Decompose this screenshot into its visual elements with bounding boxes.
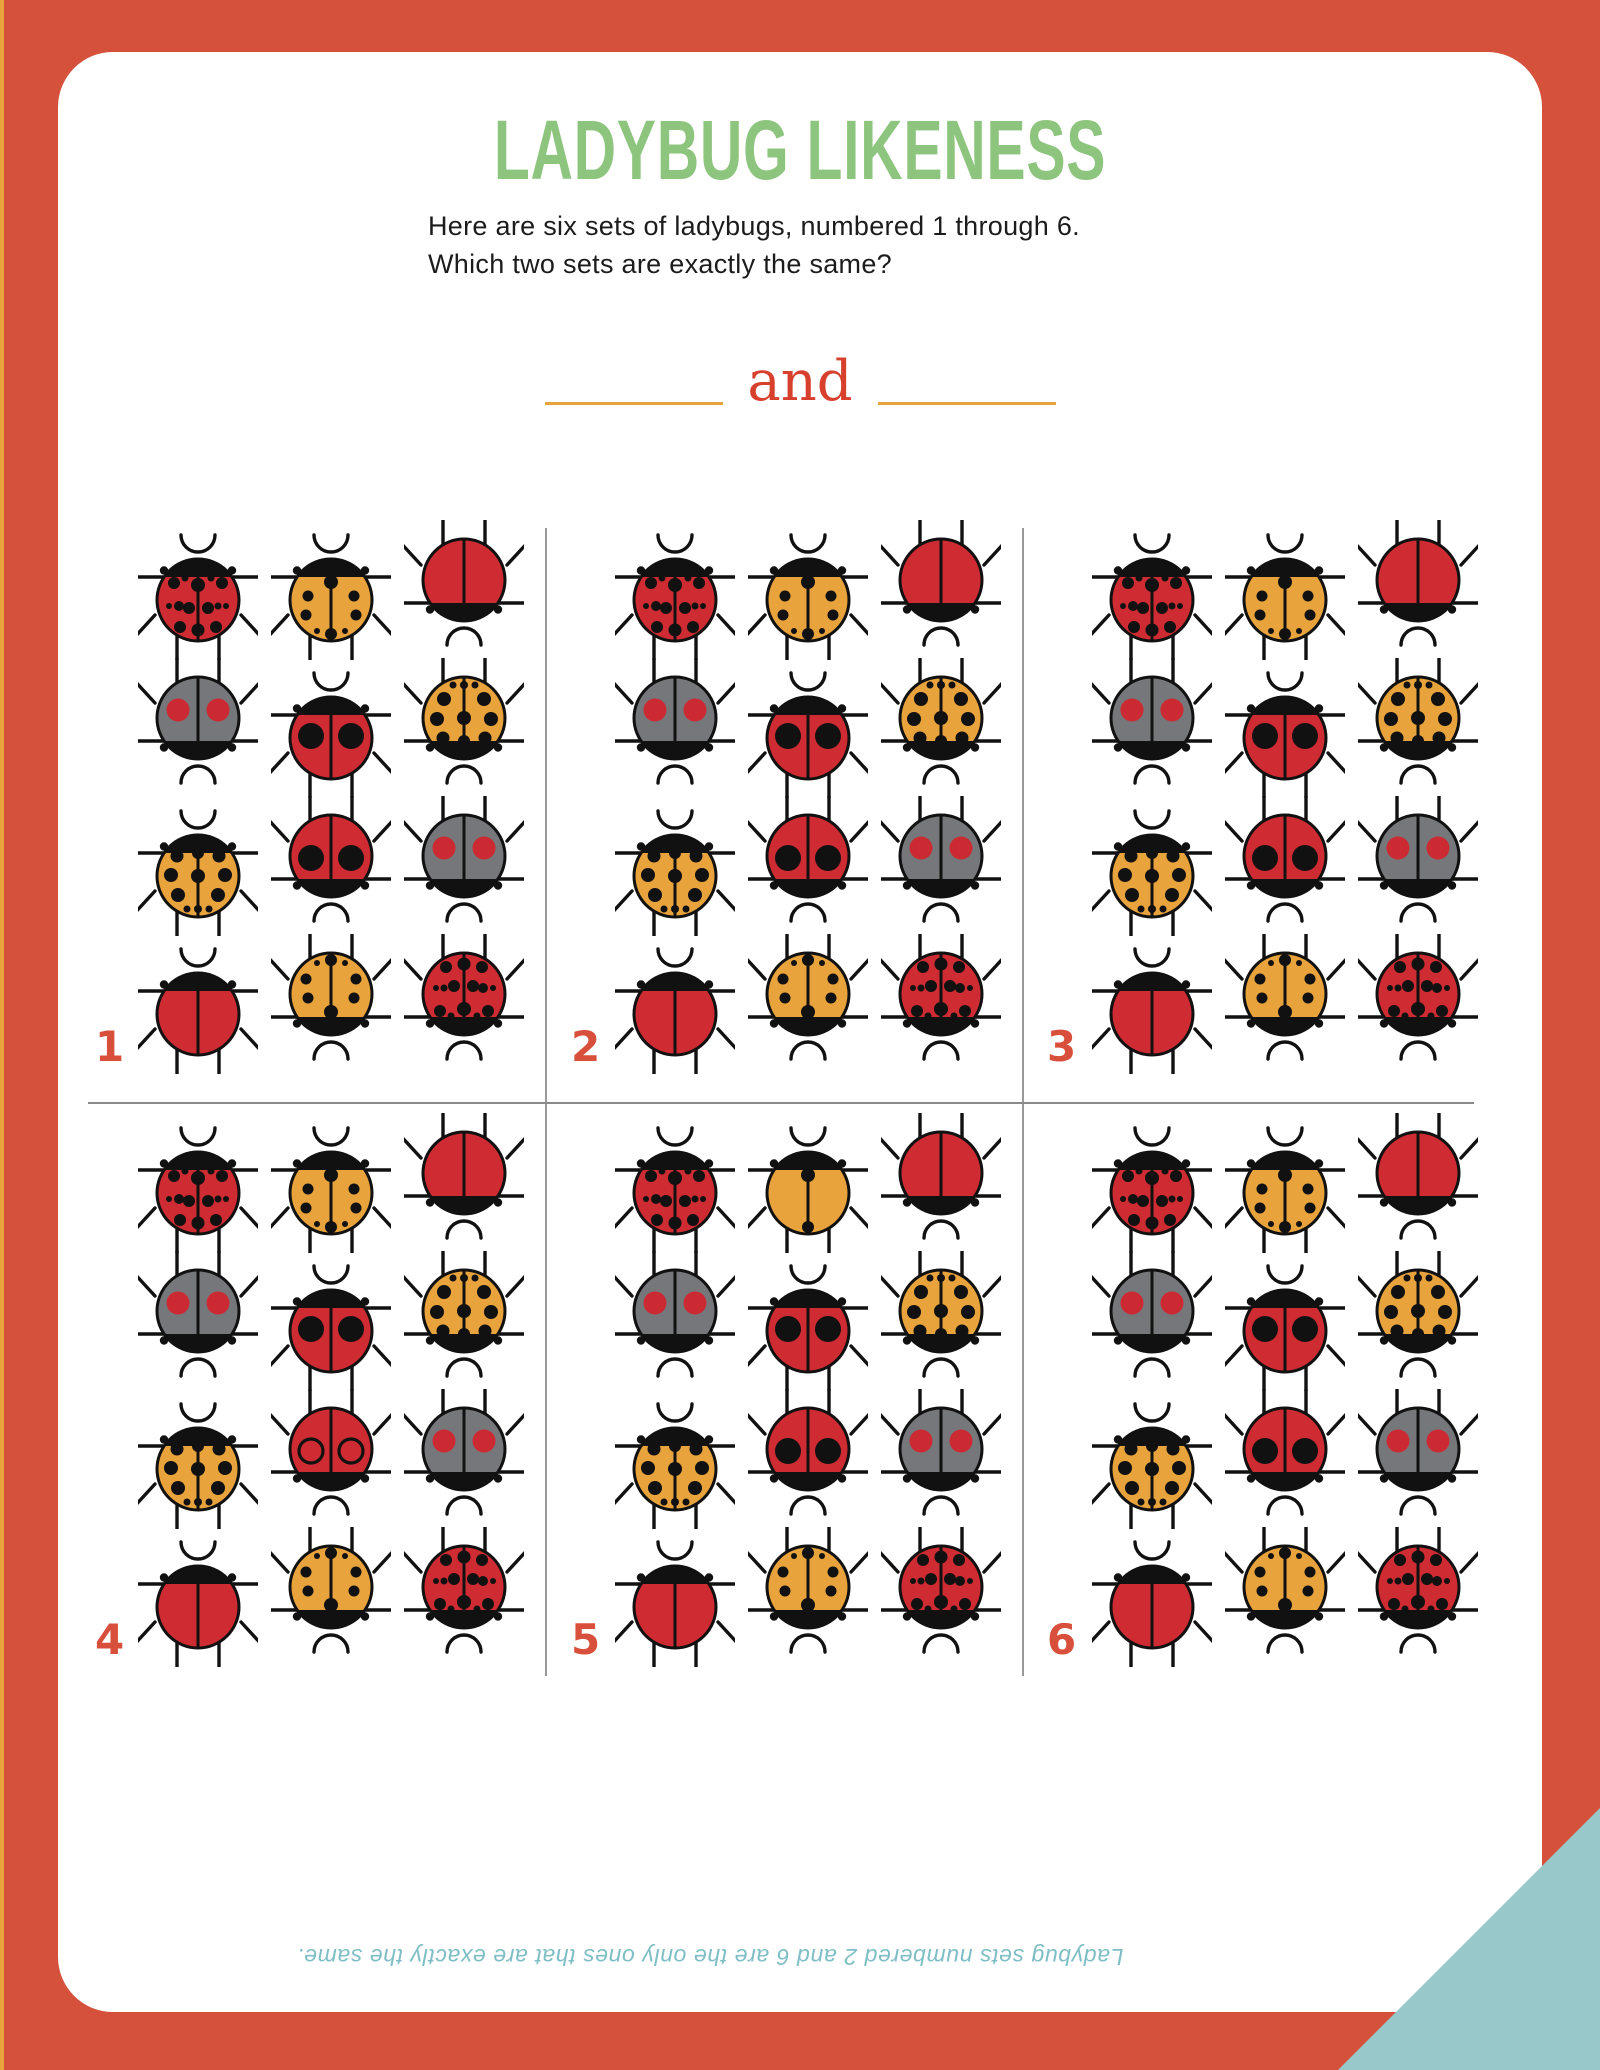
ladybug-icon <box>1358 796 1478 936</box>
ladybug-icon <box>404 934 524 1074</box>
ladybug-icon <box>881 934 1001 1074</box>
ladybug-icon <box>1225 934 1345 1074</box>
ladybug-icon <box>138 1113 258 1253</box>
ladybug-icon <box>881 1389 1001 1529</box>
ladybug-icon <box>1358 1389 1478 1529</box>
ladybug-icon <box>615 1251 735 1391</box>
ladybug-icon <box>748 658 868 798</box>
ladybug-icon <box>615 520 735 660</box>
page-title: LADYBUG LIKENESS <box>493 103 1107 197</box>
ladybug-icon <box>1225 1527 1345 1667</box>
ladybug-icon <box>271 658 391 798</box>
ladybug-icon <box>404 520 524 660</box>
ladybug-icon <box>271 1389 391 1529</box>
ladybug-icon <box>1092 1527 1212 1667</box>
ladybug-icon <box>1225 520 1345 660</box>
ladybug-icon <box>615 1113 735 1253</box>
ladybug-icon <box>615 934 735 1074</box>
ladybug-icon <box>1358 1251 1478 1391</box>
instructions-line-2: Which two sets are exactly the same? <box>428 249 892 279</box>
ladybug-icon <box>1225 796 1345 936</box>
ladybug-icon <box>1092 658 1212 798</box>
and-label: and <box>747 349 853 414</box>
ladybug-icon <box>271 934 391 1074</box>
ladybug-icon <box>748 520 868 660</box>
ladybug-icon <box>1358 934 1478 1074</box>
ladybug-icon <box>1225 658 1345 798</box>
ladybug-icon <box>748 1527 868 1667</box>
ladybug-icon <box>1092 796 1212 936</box>
ladybug-icon <box>881 796 1001 936</box>
set-number-label-1: 1 <box>95 1022 125 1071</box>
ladybug-icon <box>748 1113 868 1253</box>
ladybug-icon <box>138 1251 258 1391</box>
ladybug-icon <box>138 520 258 660</box>
ladybug-icon <box>1358 1113 1478 1253</box>
ladybug-icon <box>138 796 258 936</box>
ladybug-icon <box>271 1251 391 1391</box>
ladybug-icon <box>404 658 524 798</box>
ladybug-icon <box>138 658 258 798</box>
page-edge-strip <box>0 0 4 2070</box>
ladybug-icon <box>271 1527 391 1667</box>
ladybug-icon <box>1358 1527 1478 1667</box>
ladybug-icon <box>615 1527 735 1667</box>
ladybug-icon <box>881 1113 1001 1253</box>
ladybug-icon <box>1092 520 1212 660</box>
ladybug-icon <box>881 1251 1001 1391</box>
ladybug-icon <box>1092 934 1212 1074</box>
ladybug-icon <box>1358 658 1478 798</box>
ladybug-icon <box>615 796 735 936</box>
set-number-label-2: 2 <box>571 1022 601 1071</box>
ladybug-icon <box>881 1527 1001 1667</box>
ladybug-icon <box>271 520 391 660</box>
set-number-label-5: 5 <box>571 1615 601 1664</box>
set-divider-horizontal <box>88 1102 1474 1104</box>
set-number-label-3: 3 <box>1047 1022 1077 1071</box>
ladybug-icon <box>1092 1113 1212 1253</box>
ladybug-icon <box>1092 1389 1212 1529</box>
ladybug-icon <box>404 1113 524 1253</box>
ladybug-icon <box>615 1389 735 1529</box>
ladybug-icon <box>138 1527 258 1667</box>
ladybug-icon <box>1225 1251 1345 1391</box>
set-number-label-4: 4 <box>95 1615 125 1664</box>
ladybug-icon <box>1225 1389 1345 1529</box>
answer-blank-2[interactable] <box>878 366 1056 405</box>
ladybug-icon <box>1092 1251 1212 1391</box>
ladybug-icon <box>615 658 735 798</box>
ladybug-icon <box>881 658 1001 798</box>
ladybug-icon <box>1225 1113 1345 1253</box>
ladybug-icon <box>138 1389 258 1529</box>
ladybug-icon <box>881 520 1001 660</box>
ladybug-icon <box>138 934 258 1074</box>
ladybug-icon <box>748 1251 868 1391</box>
ladybug-icon <box>404 1251 524 1391</box>
instructions <box>428 207 1228 283</box>
ladybug-icon <box>1358 520 1478 660</box>
ladybug-icon <box>748 796 868 936</box>
set-number-label-6: 6 <box>1047 1615 1077 1664</box>
ladybug-icon <box>748 1389 868 1529</box>
answer-note-upside-down: Ladybug sets numbered 2 and 6 are the only ones that are exactly the same. <box>296 1944 1124 1970</box>
ladybug-icon <box>271 1113 391 1253</box>
ladybug-icon <box>404 796 524 936</box>
answer-blank-1[interactable] <box>545 366 723 405</box>
instructions-line-1: Here are six sets of ladybugs, numbered 1 through 6. <box>428 211 1080 241</box>
ladybug-icon <box>748 934 868 1074</box>
ladybug-icon <box>404 1389 524 1529</box>
ladybug-icon <box>404 1527 524 1667</box>
ladybug-icon <box>271 796 391 936</box>
